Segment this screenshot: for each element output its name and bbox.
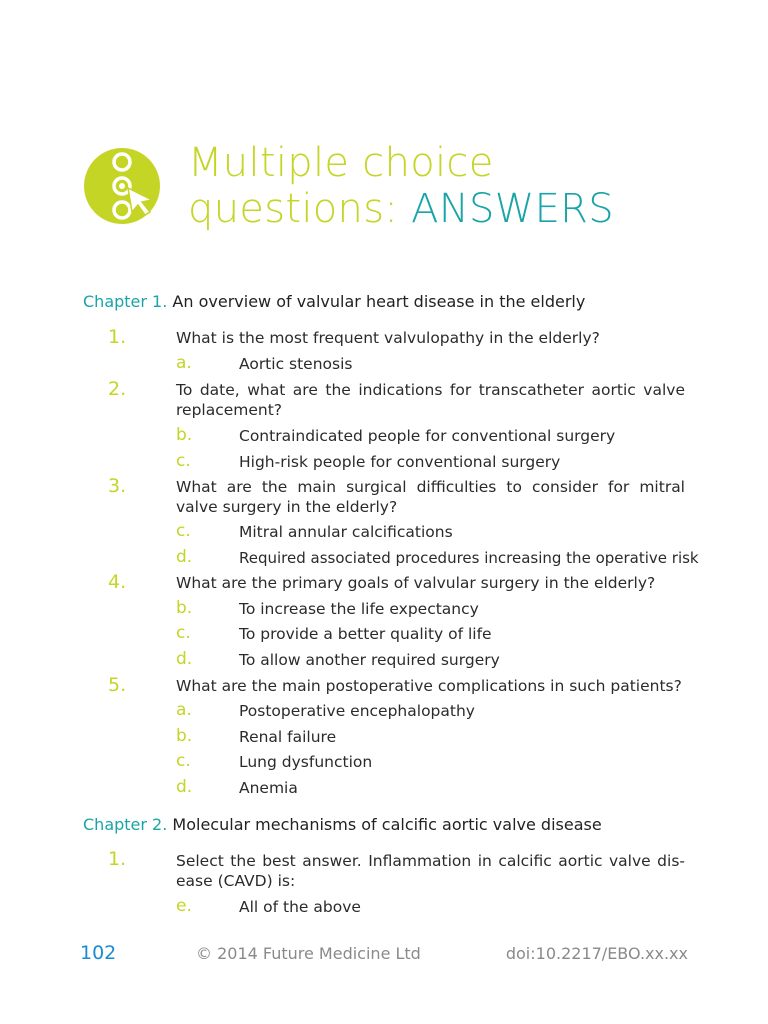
answer-text: Lung dysfunction	[239, 753, 373, 771]
answer-letter: c.	[176, 451, 191, 471]
title-line-2	[188, 186, 614, 232]
answer-letter: d.	[176, 547, 193, 567]
copyright: © 2014 Future Medicine Ltd	[196, 944, 421, 963]
chapter-2-heading	[83, 815, 602, 834]
answer-letter: d.	[176, 777, 193, 797]
answer-letter: c.	[176, 751, 191, 771]
answer-text: To provide a better quality of life	[239, 625, 492, 643]
answer-text: To allow another required surgery	[239, 651, 500, 669]
question-text: What is the most frequent valvulopathy in the elderly?	[176, 329, 600, 347]
answer-text: Postoperative encephalopathy	[239, 702, 475, 720]
answer-text: Aortic stenosis	[239, 355, 353, 373]
question-text: What are the main surgical difficulties to consider for mitral valve surgery in the elderly?	[176, 478, 685, 516]
title-questions: questions:	[188, 186, 412, 232]
answer-letter: c.	[176, 623, 191, 643]
chapter-1-heading	[83, 292, 585, 311]
question-number: 3.	[108, 475, 127, 497]
answer-letter: e.	[176, 896, 192, 916]
chapter-1-title: An overview of valvular heart disease in the elderly	[172, 292, 586, 311]
chapter-2-label: Chapter 2.	[83, 815, 168, 834]
question-number: 4.	[108, 571, 127, 593]
question-text: To date, what are the indications for transcatheter aortic valve replacement?	[176, 381, 685, 419]
title-answers: ANSWERS	[411, 186, 614, 232]
question-number: 1.	[108, 848, 127, 870]
answer-letter: b.	[176, 598, 193, 618]
multiple-choice-logo-icon	[82, 148, 166, 224]
answer-letter: b.	[176, 425, 193, 445]
answer-text: To increase the life expectancy	[239, 600, 479, 618]
answer-text: All of the above	[239, 898, 361, 916]
answer-letter: c.	[176, 521, 191, 541]
chapter-2-title: Molecular mechanisms of calcific aortic valve disease	[172, 815, 602, 834]
answer-text: Contraindicated people for conventional surgery	[239, 427, 616, 445]
question-text: Select the best answer. Inflammation in calcific aortic valve dis-ease (CAVD) is:	[176, 852, 685, 890]
question-number: 5.	[108, 674, 127, 696]
answer-letter: d.	[176, 649, 193, 669]
answer-text: Renal failure	[239, 728, 337, 746]
title-line-1: Multiple choice	[188, 140, 494, 186]
chapter-1-label: Chapter 1.	[83, 292, 168, 311]
question-number: 1.	[108, 326, 127, 348]
answer-text: Required associated procedures increasing the operative risk	[239, 549, 699, 567]
question-text: What are the main postoperative complications in such patients?	[176, 677, 682, 695]
answer-text: Anemia	[239, 779, 298, 797]
page-number: 102	[80, 942, 117, 964]
doi: doi:10.2217/EBO.xx.xx	[505, 944, 688, 963]
answer-text: Mitral annular calcifications	[239, 523, 453, 541]
answer-text: High-risk people for conventional surgery	[239, 453, 561, 471]
page-title	[188, 140, 614, 232]
answer-letter: a.	[176, 353, 192, 373]
question-text: What are the primary goals of valvular surgery in the elderly?	[176, 574, 656, 592]
answer-letter: a.	[176, 700, 192, 720]
question-number: 2.	[108, 378, 127, 400]
answer-letter: b.	[176, 726, 193, 746]
